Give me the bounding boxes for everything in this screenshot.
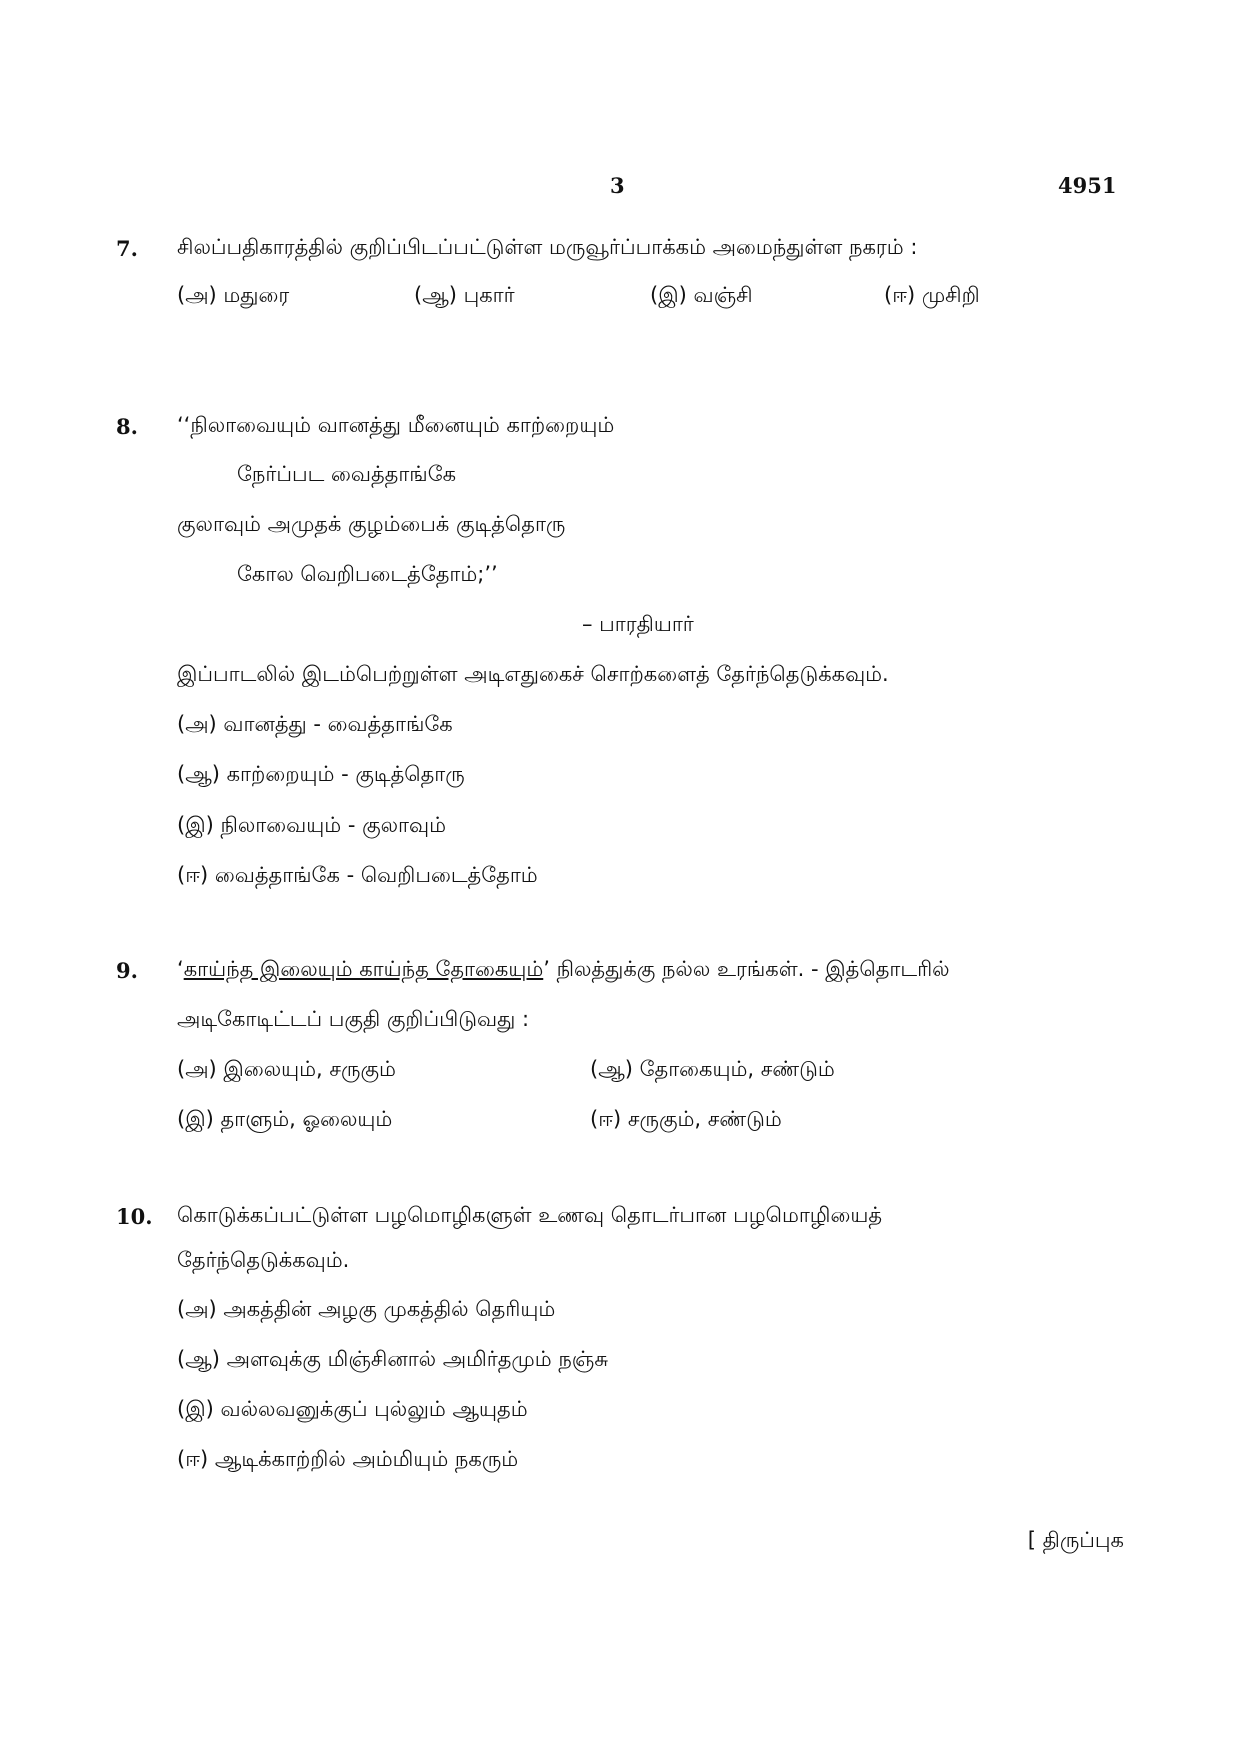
line-rest: ’ நிலத்துக்கு நல்ல உரங்கள். - இத்தொடரில் [543, 957, 950, 981]
option-d: (ஈ) சருகும், சண்டும் [590, 1107, 782, 1131]
option-c: (இ) தாளும், ஓலையும் [177, 1107, 393, 1131]
question-line-1: கொடுக்கப்பட்டுள்ள பழமொழிகளுள் உணவு தொடர்பான பழமொழியைத் [177, 1203, 883, 1227]
question-number: 10. [116, 1204, 153, 1229]
poem-line: குலாவும் அமுதக் குழம்பைக் குடித்தொரு [177, 512, 566, 536]
option-b: (ஆ) காற்றையும் - குடித்தொரு [177, 762, 465, 786]
poem-author: – பாரதியார் [582, 612, 694, 636]
option-b: (ஆ) புகார் [414, 283, 515, 307]
option-d: (ஈ) முசிறி [884, 283, 980, 307]
option-a: (அ) இலையும், சருகும் [177, 1057, 396, 1081]
question-number: 9. [116, 958, 138, 983]
question-text: இப்பாடலில் இடம்பெற்றுள்ள அடிஎதுகைச் சொற்களைத் தேர்ந்தெடுக்கவும். [177, 662, 889, 686]
option-c: (இ) வல்லவனுக்குப் புல்லும் ஆயுதம் [177, 1397, 528, 1421]
question-number: 8. [116, 414, 138, 439]
question-line-1 [177, 954, 950, 984]
continue-note: [ திருப்புக [1027, 1528, 1124, 1552]
option-b: (ஆ) தோகையும், சண்டும் [590, 1057, 835, 1081]
question-text: சிலப்பதிகாரத்தில் குறிப்பிடப்பட்டுள்ள மருவூர்ப்பாக்கம் அமைந்துள்ள நகரம் : [177, 235, 918, 259]
question-number: 7. [116, 236, 138, 261]
poem-line: நேர்ப்பட வைத்தாங்கே [237, 462, 457, 486]
option-b: (ஆ) அளவுக்கு மிஞ்சினால் அமிர்தமும் நஞ்சு [177, 1347, 609, 1371]
option-a: (அ) அகத்தின் அழகு முகத்தில் தெரியும் [177, 1297, 556, 1321]
poem-line: கோல வெறிபடைத்தோம்;’’ [237, 562, 498, 586]
underlined-phrase: காய்ந்த இலையும் காய்ந்த தோகையும் [183, 957, 544, 981]
option-c: (இ) வஞ்சி [650, 283, 753, 307]
page-number: 3 [610, 173, 625, 198]
option-d: (ஈ) ஆடிக்காற்றில் அம்மியும் நகரும் [177, 1447, 519, 1471]
open-quote: ‘ [177, 957, 184, 981]
option-a: (அ) வானத்து - வைத்தாங்கே [177, 712, 453, 736]
poem-line: ‘‘நிலாவையும் வானத்து மீனையும் காற்றையும் [177, 413, 615, 437]
option-a: (அ) மதுரை [177, 283, 290, 307]
option-c: (இ) நிலாவையும் - குலாவும் [177, 813, 447, 837]
paper-code: 4951 [1058, 173, 1117, 198]
question-line-2: தேர்ந்தெடுக்கவும். [177, 1248, 350, 1272]
question-line-2: அடிகோடிட்டப் பகுதி குறிப்பிடுவது : [177, 1007, 530, 1031]
option-d: (ஈ) வைத்தாங்கே - வெறிபடைத்தோம் [177, 863, 538, 887]
